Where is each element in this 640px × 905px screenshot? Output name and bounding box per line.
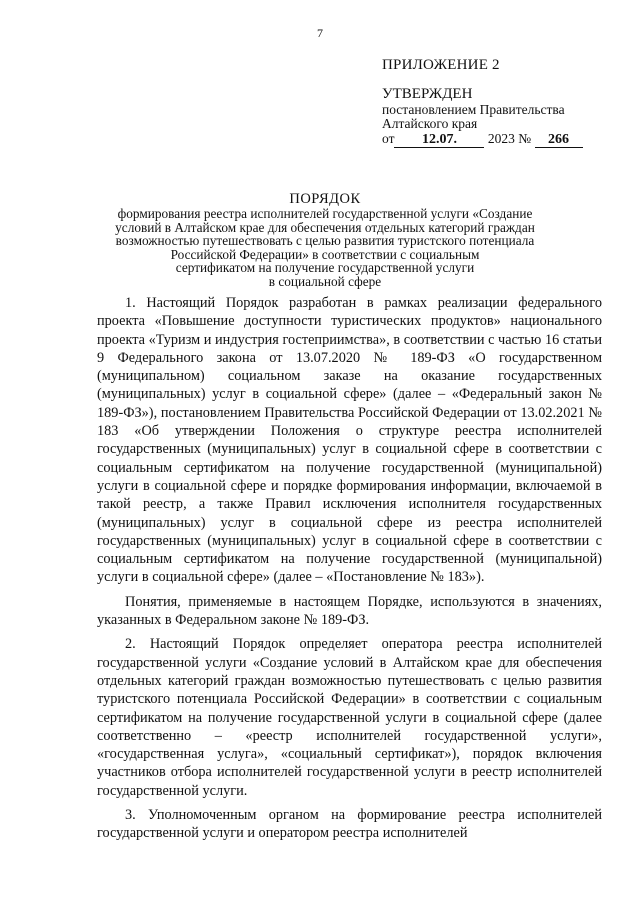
approval-year: 2023 № [487,131,532,146]
title-line: сертификатом на получение государственной услуги [175,260,475,276]
title-heading: ПОРЯДОК [289,191,361,207]
approval-line-2: Алтайского края [382,116,478,131]
approval-block [382,86,622,148]
paragraph-3: 3. Уполномоченным органом на формирование реестра исполнителей государственной услуги и оператором реестра исполнителей [97,807,602,842]
document-body [97,294,602,849]
page-number: 7 [317,26,323,40]
appendix-label: ПРИЛОЖЕНИЕ 2 [382,57,500,73]
approved-label: УТВЕРЖДЕН [382,86,473,102]
title-line: в социальной сфере [268,273,382,289]
paragraph-2: 2. Настоящий Порядок определяет оператора реестра исполнителей государственной услуги «Создание условий в Алтайском крае для обеспечения отдельных категорий граждан возможностью путешествовать с целью развития туристского потенциала Российской Федерации» в соответствии с социальным сертификатом на получение государственной услуги в социальной сфере (далее соответственно – «реестр исполнителей государственной услуги», «государственная услуга», «социальный сертификат»), порядок включения участников отбора исполнителей государственной услуги в реестр исполнителей государственной услуги. [97,636,602,799]
paragraph-concepts: Понятия, применяемые в настоящем Порядке, используются в значениях, указанных в Федеральном законе № 189-ФЗ. [97,593,602,629]
document-title [90,191,560,289]
date-prefix: от [382,131,395,146]
approval-number: 266 [535,132,583,148]
title-line: Российской Федерации» в соответствии с социальным [170,246,480,262]
title-line: формирования реестра исполнителей государственной услуги «Создание [117,206,533,221]
approval-date-line [382,131,622,148]
approval-line-1: постановлением Правительства [382,102,565,117]
title-line: возможностью путешествовать с целью развития туристского потенциала [115,233,535,249]
title-line: условий в Алтайском крае для обеспечения отдельных категорий граждан [115,219,535,235]
approval-date: 12.07. [394,132,484,148]
paragraph-1: 1. Настоящий Порядок разработан в рамках реализации федерального проекта «Повышение доступности туристических продуктов» национального проекта «Туризм и индустрия гостеприимства», в соответствии с частью 16 статьи 9 Федерального закона от 13.07.2020 № 189-ФЗ «О государственном (муниципальном) социальном заказе на оказание государственных (муниципальных) услуг в социальной сфере» (далее – «Федеральный закон № 189-ФЗ»), постановлением Правительства Российской Федерации от 13.02.2021 № 183 «Об утверждении Положения о структуре реестра исполнителей государственных (муниципальных) услуг в социальной сфере в соответствии с социальным сертификатом на получение государственной (муниципальной) услуги в социальной сфере и порядке формирования информации, включаемой в такой реестр, а также Правил исключения исполнителя государственных (муниципальных) услуг в социальной сфере из реестра исполнителей государственных (муниципальных) услуг в социальной сфере в соответствии с социальным сертификатом на получение государственной (муниципальной) услуги в социальной сфере» (далее – «Постановление № 183»). [97,295,602,586]
